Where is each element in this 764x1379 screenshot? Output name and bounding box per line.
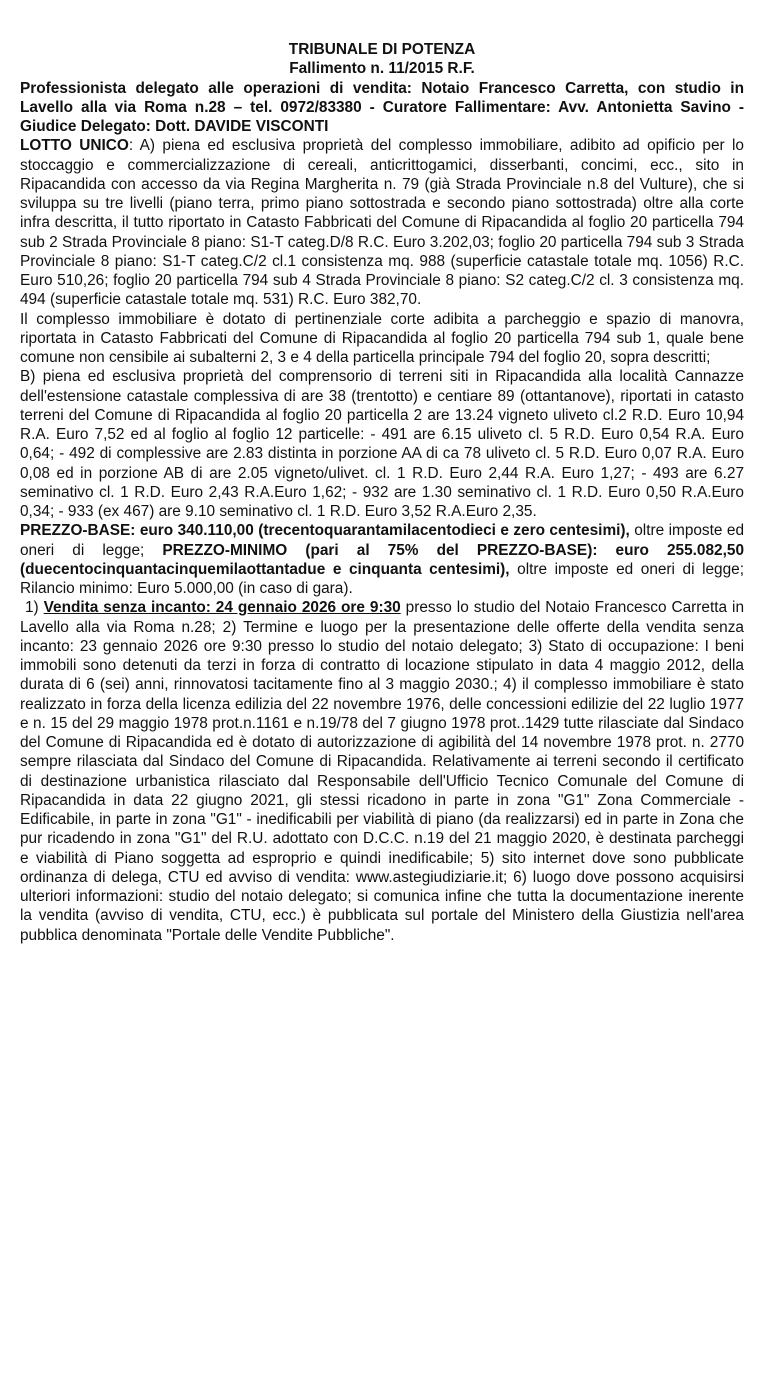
- delegate-info: Professionista delegato alle operazioni di vendita: Notaio Francesco Carretta, con studio in Lavello alla via Roma n.28 – tel. 0972/83380 - Curatore Fallimentare: Avv. Antonietta Savino - Giudice Delegato: Dott. DAVIDE VISCONTI: [20, 79, 744, 135]
- minimum-price-tail: oltre imposte ed oneri di legge; Rilancio minimo: Euro 5.000,00 (in caso di gara).: [20, 560, 745, 597]
- court-title: TRIBUNALE DI POTENZA: [288, 41, 476, 58]
- sale-prefix: 1): [20, 599, 44, 617]
- sale-paragraph: [20, 598, 744, 945]
- base-price: PREZZO-BASE: euro 340.110,00 (trecentoquarantamilacentodieci e zero centesimi),: [20, 522, 630, 540]
- lotto-label: LOTTO UNICO: [20, 137, 129, 155]
- lotto-text-a: : A) piena ed esclusiva proprietà del complesso immobiliare, adibito ad opificio per lo stoccaggio e commercializzazione di cereali, anticrittogamici, disserbanti, concimi, ecc., sito in Ripacandida con accesso da via Regina Margherita n. 79 (già Strada Provinciale n.8 del Vulture), che si sviluppa su tre livelli (piano terra, primo piano sottostrada e secondo piano sottostrada) oltre alla corte infra descritta, il tutto riportato in Catasto Fabbricati del Comune di Ripacandida al foglio 20 particella 794 sub 2 Strada Provinciale 8 piano: S1-T categ.D/8 R.C. Euro 3.202,03; foglio 20 particella 794 sub 3 Strada Provinciale 8 piano: S1-T categ.C/2 cl.1 consistenza mq. 988 (superficie catastale totale mq. 1056) R.C. Euro 510,26; foglio 20 particella 794 sub 4 Strada Provinciale 8 piano: S2 categ.C/2 cl. 3 consistenza mq. 494 (superficie catastale totale mq. 531) R.C. Euro 382,70.: [20, 137, 744, 309]
- minimum-price: PREZZO-MINIMO (pari al 75% del PREZZO-BASE): euro 255.082,50 (duecentocinquantacinquemilaottantadue e cinquanta centesimi),: [20, 541, 745, 578]
- base-price-tail: oltre imposte ed oneri di legge;: [20, 522, 745, 559]
- sale-text: presso lo studio del Notaio Francesco Carretta in Lavello alla via Roma n.28; 2) Termine e luogo per la presentazione delle offerte della vendita senza incanto: 23 gennaio 2026 ore 9:30 presso lo studio del notaio delegato; 3) Stato di occupazione: I beni immobili sono detenuti da terzi in forza di contratto di locazione stipulato in data 4 maggio 2012, della durata di 6 (sei) anni, rinnovatosi tacitamente fino al 3 maggio 2030.; 4) il complesso immobiliare è stato realizzato in forza della licenza edilizia del 22 novembre 1976, delle concessioni edilizie del 22 luglio 1977 e n. 15 del 29 maggio 1978 prot.n.1161 e n.19/78 del 7 giugno 1978 prot..1429 tutte rilasciate dal Sindaco del Comune di Ripacandida ed è dotato di autorizzazione di agibilità del 14 novembre 1978 prot. n. 2770 sempre rilasciata dal Sindaco del Comune di Ripacandida. Relativamente ai terreni secondo il certificato di destinazione urbanistica rilasciato dal Responsabile dell'Ufficio Tecnico Comunale del Comune di Ripacandida in data 22 giugno 2021, gli stessi ricadono in parte in zona "G1" Zona Commerciale - Edificabile, in parte in zona "G1" - inedificabili per viabilità di piano (da realizzarsi) ed in parte in Zona che pur ricadendo in zona "G1" del R.U. adottato con D.C.C. n.19 del 21 maggio 2020, è destinata parcheggi e viabilità di Piano soggetta ad esproprio e quindi inedificabile; 5) sito internet dove sono pubblicate ordinanza di delega, CTU ed avviso di vendita: www.astegiudiziarie.it; 6) luogo dove possono acquisirsi ulteriori informazioni: studio del notaio delegato; si comunica infine che tutta la documentazione inerente la vendita (avviso di vendita, CTU, ecc.) è pubblicata sul portale del Ministero della Giustizia nell'area pubblica denominata "Portale delle Vendite Pubbliche".: [20, 599, 745, 944]
- case-number: Fallimento n. 11/2015 R.F.: [289, 60, 475, 78]
- sale-date: Vendita senza incanto: 24 gennaio 2026 ore 9:30: [43, 599, 401, 617]
- corte-paragraph: Il complesso immobiliare è dotato di pertinenziale corte adibita a parcheggio e spazio di manovra, riportata in Catasto Fabbricati del Comune di Ripacandida al foglio 20 particella 794 sub 1, quale bene comune non censibile ai subalterni 2, 3 e 4 della particella principale 794 del foglio 20, sopra descritti;: [20, 310, 744, 366]
- price-paragraph: [20, 521, 744, 598]
- lotto-paragraph-a: [20, 136, 744, 309]
- lotto-paragraph-b: B) piena ed esclusiva proprietà del comprensorio di terreni siti in Ripacandida alla località Cannazze dell'estensione catastale complessiva di are 38 (trentotto) e centiare 89 (ottantanove), riportati in catasto terreni del Comune di Ripacandida al foglio 20 particella 2 are 13.24 vigneto uliveto cl.2 R.D. Euro 10,94 R.A. Euro 7,52 ed al foglio al foglio 12 particelle: - 491 are 6.15 uliveto cl. 5 R.D. Euro 0,54 R.A. Euro 0,64; - 492 di complessive are 2.83 distinta in porzione AA di ca 78 uliveto cl. 5 R.D. Euro 0,07 R.A. Euro 0,08 ed in porzione AB di are 2.05 vigneto/ulivet. cl. 1 R.D. Euro 2,44 R.A. Euro 1,27; - 493 are 6.27 seminativo cl. 1 R.D. Euro 2,43 R.A.Euro 1,62; - 932 are 1.30 seminativo cl. 1 R.D. Euro 0,50 R.A.Euro 0,34; - 933 (ex 467) are 9.10 seminativo cl. 1 R.D. Euro 3,52 R.A.Euro 2,35.: [20, 368, 744, 520]
